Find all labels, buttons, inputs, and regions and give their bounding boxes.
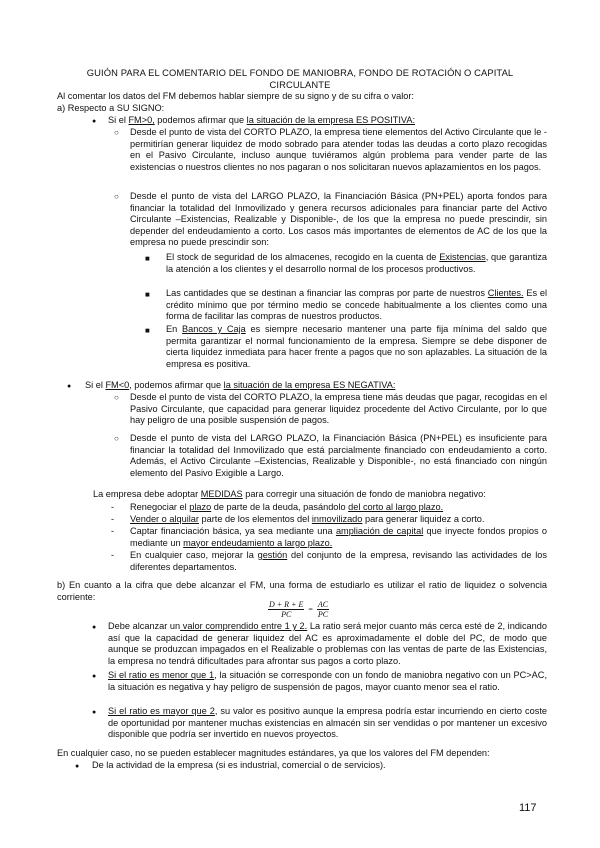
ratio-greater-than-2: Si el ratio es mayor que 2, su valor es positivo aunque la empresa podría estar incurriendo en cierto coste de oportunidad por mantener muchas existencias en almacén sin ser vendidas o por mantener un excesivo disponible que podría ser invertido en nuevos proyectos. <box>108 706 547 740</box>
dash-bullet: - <box>111 502 115 512</box>
section-a-heading: a) Respecto a SU SIGNO: <box>57 103 165 113</box>
negative-short-term: Desde el punto de vista del CORTO PLAZO, la empresa tiene más deudas que pagar, recogidas en el Pasivo Circulante, que capacidad para generar liquidez procedente del Activo Circulante, por lo que hay peligro de una posible suspensión de pagos. <box>130 392 547 426</box>
dash-bullet: - <box>111 514 115 524</box>
circle-bullet-icon: ○ <box>114 434 119 443</box>
closing-text: En cualquier caso, no se pueden establecer magnitudes estándares, ya que los valores del FM dependen: <box>57 748 490 758</box>
negative-heading: Si el FM<0, podemos afirmar que la situación de la empresa ES NEGATIVA: <box>85 380 396 390</box>
measure-financing: Captar financiación básica, ya sea mediante una ampliación de capital que inyecte fondos propios o mediante un mayor endeudamiento a largo plazo. <box>130 526 547 548</box>
bullet-icon: ● <box>92 624 97 631</box>
section-b-intro: b) En cuanto a la cifra que debe alcanzar el FM, una forma de estudiarlo es utilizar el ratio de liquidez o solvencia corriente: <box>57 580 547 602</box>
liquidity-ratio-formula: $\frac{D + R + E}{PC}$ = $\frac{AC}{PC}$ <box>269 600 329 619</box>
item-stock: El stock de seguridad de los almacenes, recogido en la cuenta de Existencias, que garantiza la atención a los clientes y el desarrollo normal de los procesos productivos. <box>166 252 547 274</box>
page-number: 117 <box>519 802 537 814</box>
circle-bullet-icon: ○ <box>114 128 119 137</box>
ratio-between-1-and-2: Debe alcanzar un valor comprendido entre 1 y 2. La ratio será mejor cuanto más cerca esté de 2, indicando así que la capacidad de generar liquidez del AC es aproximadamente el doble del PC, de modo que aunque se produzcan impagados en el Realizable o problemas con las ventas de parte de las Existencias, la empresa no tendrá dificultades para afrontar sus pagos a corto plazo. <box>108 621 547 666</box>
ratio-less-than-1: Si el ratio es menor que 1, la situación se corresponde con un fondo de maniobra negativo con un PC>AC, la situación es negativa y hay peligro de suspensión de pagos, mayor cuanto menor sea el ratio. <box>108 670 547 692</box>
measure-sell: Vender o alquilar parte de los elementos del inmovilizado para generar liquidez a corto. <box>130 514 485 524</box>
measures-intro: La empresa debe adoptar MEDIDAS para corregir una situación de fondo de maniobra negativo: <box>93 489 486 499</box>
positive-long-term: Desde el punto de vista del LARGO PLAZO, la Financiación Básica (PN+PEL) aporta fondos para financiar la totalidad del Inmovilizado y genera recursos adicionales para financiar parte del Activo Circulante –Existencias, Realizable y Disponible-, de los que la empresa no puede prescindir, sin depender del endeudamiento a corto. Los casos más importantes de elementos de AC de los que la empresa no puede prescindir son: <box>130 191 547 248</box>
dash-bullet: - <box>111 526 115 536</box>
bullet-icon: ● <box>92 118 97 125</box>
negative-long-term: Desde el punto de vista del LARGO PLAZO, la Financiación Básica (PN+PEL) es insuficiente para financiar la totalidad del Inmovilizado que está parcialmente financiado con endeudamiento a corto. Además, el Activo Circulante –Existencias, Realizable y Disponible-, no está financiado con ningún elemento del Pasivo Exigible a Largo. <box>130 433 547 478</box>
intro-text: Al comentar los datos del FM debemos hablar siempre de su signo y de su cifra o valor: <box>57 91 414 101</box>
square-bullet-icon: ■ <box>145 326 150 335</box>
positive-short-term: Desde el punto de vista del CORTO PLAZO, la empresa tiene elementos del Activo Circulante que le - permitirían generar liquidez de modo sobrado para atender todas las deudas a corto plazo recogidas en el Pasivo Circulante, incluso aunque tuviéramos algún problema para vender parte de las existencias o nuestros clientes no nos pagaran o nos solicitaran nuevos aplazamientos en los pagos. <box>130 127 547 172</box>
positive-heading: Si el FM>0, podemos afirmar que la situación de la empresa ES POSITIVA: <box>108 115 416 125</box>
dash-bullet: - <box>111 550 115 560</box>
measure-management: En cualquier caso, mejorar la gestión del conjunto de la empresa, revisando las actividades de los diferentes departamentos. <box>130 550 547 572</box>
bullet-icon: ● <box>92 709 97 716</box>
square-bullet-icon: ■ <box>145 290 150 299</box>
bullet-icon: ● <box>92 673 97 680</box>
bullet-icon: ● <box>67 383 72 390</box>
measure-renegotiate: Renegociar el plazo de parte de la deuda, pasándolo del corto al largo plazo. <box>130 502 444 512</box>
closing-item-activity: De la actividad de la empresa (si es industrial, comercial o de servicios). <box>92 760 386 770</box>
document-title: GUIÓN PARA EL COMENTARIO DEL FONDO DE MANIOBRA, FONDO DE ROTACIÓN O CAPITAL CIRCULANTE <box>86 67 514 90</box>
circle-bullet-icon: ○ <box>114 192 119 201</box>
item-banks: En Bancos y Caja es siempre necesario mantener una parte fija mínima del saldo que permita garantizar el normal funcionamiento de la empresa. Siempre se debe disponer de cierta liquidez inmediata para hacer frente a pagos que no son aplazables. La situación de la empresa es positiva. <box>166 324 548 369</box>
square-bullet-icon: ■ <box>145 254 150 263</box>
bullet-icon: ● <box>75 763 80 770</box>
item-clients: Las cantidades que se destinan a financiar las compras por parte de nuestros Clientes. Es el crédito mínimo que por término medio se concede habitualmente a los clientes como una forma de facilitar las compras de nuestros productos. <box>166 288 547 322</box>
circle-bullet-icon: ○ <box>114 393 119 402</box>
